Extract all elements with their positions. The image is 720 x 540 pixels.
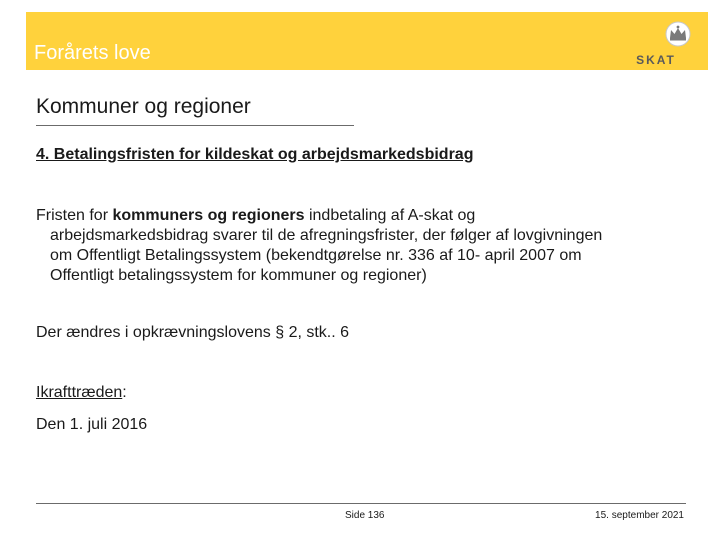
footer-date: 15. september 2021 — [595, 510, 684, 521]
body-bold-phrase: kommuners og regioners — [112, 207, 305, 224]
effective-date: Den 1. juli 2016 — [36, 416, 148, 433]
effective-label — [36, 384, 127, 402]
footer-divider — [36, 503, 686, 504]
presentation-title: Forårets love — [34, 42, 151, 64]
effective-label-text: Ikrafttræden — [36, 384, 123, 401]
skat-logo — [618, 18, 694, 66]
footer-page-number: Side 136 — [345, 510, 385, 521]
body-line3: om Offentligt Betalingssystem (bekendtgørelse nr. 336 af 10- april 2007 om — [50, 247, 582, 264]
logo-wordmark: SKAT — [636, 53, 676, 66]
slide-subtitle: Kommuner og regioner — [36, 95, 251, 118]
effective-colon: : — [122, 384, 127, 401]
body-intro: Fristen for — [36, 207, 113, 224]
body-line1-rest: indbetaling af A-skat og — [304, 207, 476, 224]
body-line4: Offentligt betalingssystem for kommuner og regioner) — [50, 267, 427, 284]
amendment-line: Der ændres i opkrævningslovens § 2, stk.. 6 — [36, 324, 350, 341]
body-line2: arbejdsmarkedsbidrag svarer til de afregningsfrister, der følger af lovgivningen — [50, 227, 603, 244]
header-band — [26, 12, 708, 70]
section-heading: 4. Betalingsfristen for kildeskat og arbejdsmarkedsbidrag — [36, 146, 474, 163]
subtitle-divider — [36, 125, 354, 126]
crown-icon — [666, 22, 690, 46]
body-paragraph — [36, 206, 686, 286]
